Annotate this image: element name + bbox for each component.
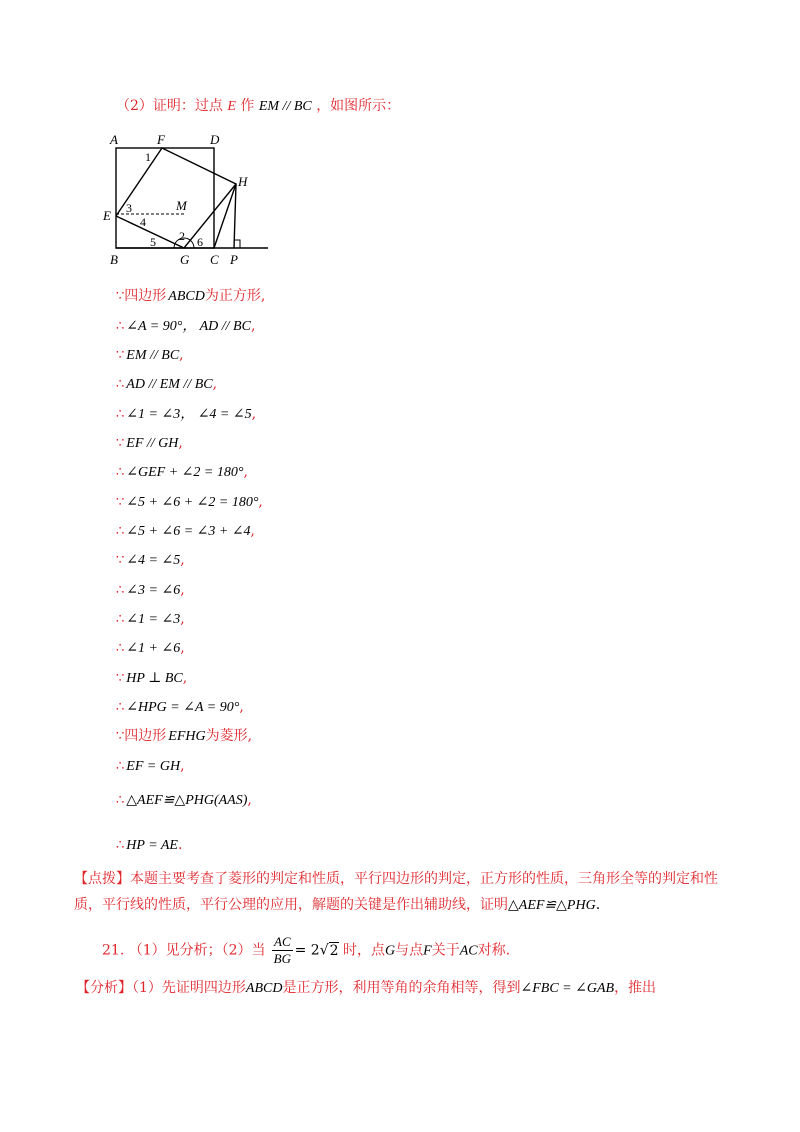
- proof-symbol: ∵: [116, 436, 125, 451]
- angle-label-4: 4: [140, 215, 146, 229]
- label-a: A: [110, 132, 118, 147]
- proof-line: [116, 580, 185, 601]
- intro-tail: ，如图所示：: [316, 98, 401, 114]
- proof-symbol: ∴: [116, 407, 125, 422]
- q21-frac-num: AC: [274, 934, 291, 949]
- geometry-figure: [100, 128, 280, 268]
- q21-number: 21.: [102, 942, 125, 959]
- label-d: D: [210, 132, 220, 147]
- tip-paragraph: [74, 866, 724, 919]
- proof-symbol: ∵: [116, 553, 125, 568]
- proof-line: [116, 433, 183, 454]
- proof-symbol: ∴: [116, 641, 125, 656]
- proof-math: ∠1 + ∠6: [126, 641, 181, 656]
- proof-math: ∠A = 90°， AD // BC: [126, 319, 251, 334]
- proof-line: [116, 316, 255, 337]
- proof-symbol: ∴: [116, 524, 125, 539]
- label-p: P: [230, 252, 238, 267]
- segment-hp: [234, 184, 236, 248]
- proof-symbol: ∵: [116, 348, 125, 363]
- proof-suffix: ,: [243, 464, 248, 480]
- proof-suffix: .: [178, 837, 183, 853]
- q21-sqrt-arg: 2: [329, 942, 339, 959]
- tip-tag: 【点拨】: [74, 871, 130, 887]
- proof-line: [116, 697, 244, 718]
- analysis-math1: ABCD: [245, 981, 283, 996]
- proof-line: [116, 404, 256, 425]
- proof-suffix: 为菱形,: [205, 728, 253, 744]
- proof-symbol: ∴: [116, 612, 125, 627]
- proof-math: AD // EM // BC: [126, 377, 213, 392]
- proof-suffix: ,: [258, 494, 263, 510]
- proof-symbol: ∴: [116, 319, 125, 334]
- proof-math: ∠1 = ∠3， ∠4 = ∠5: [126, 407, 252, 422]
- intro-verb: 作: [240, 98, 255, 114]
- analysis-text: （1）先证明四边形: [132, 980, 246, 996]
- proof-math: HP ⊥ BC: [126, 671, 183, 686]
- proof-line: [116, 668, 187, 689]
- proof-line: [116, 756, 185, 777]
- proof-symbol: ∴: [116, 700, 125, 715]
- q21-part4: 关于: [431, 942, 460, 959]
- proof-symbol: ∴: [116, 759, 125, 774]
- proof-suffix: 为正方形,: [204, 288, 266, 304]
- proof-math: ∠5 + ∠6 = ∠3 + ∠4: [126, 524, 251, 539]
- proof-symbol: ∵: [116, 289, 125, 304]
- q21-g: G: [385, 943, 396, 959]
- label-e: E: [103, 208, 111, 223]
- proof-suffix: ,: [180, 611, 185, 627]
- proof-suffix: ,: [180, 758, 185, 774]
- proof-suffix: ,: [251, 406, 257, 422]
- proof-math: EFHG: [168, 729, 206, 744]
- label-b: B: [110, 252, 118, 267]
- proof-suffix: ,: [212, 376, 218, 392]
- proof-symbol: ∴: [116, 377, 125, 392]
- proof-line: [116, 790, 252, 811]
- q21-f: F: [423, 943, 432, 959]
- analysis-tag: 【分析】: [76, 980, 132, 996]
- q21-part3: 与点: [395, 942, 424, 959]
- proof-math: ∠4 = ∠5: [126, 553, 181, 568]
- proof-math: ∠GEF + ∠2 = 180°: [126, 465, 244, 480]
- segment-hc: [214, 184, 236, 248]
- intro-construction: EM // BC: [258, 99, 312, 114]
- proof-symbol: ∴: [116, 793, 125, 808]
- proof-symbol: ∴: [116, 838, 125, 853]
- proof-suffix: ,: [247, 792, 252, 808]
- proof-symbol: ∵: [116, 495, 125, 510]
- proof-line: [116, 462, 248, 483]
- proof-suffix: ,: [180, 640, 185, 656]
- q21-fraction: [272, 934, 293, 967]
- proof-math: ABCD: [168, 289, 205, 304]
- proof-math: EF // GH: [126, 436, 179, 451]
- proof-symbol: ∵: [116, 671, 125, 686]
- proof-math: HP = AE: [126, 838, 178, 853]
- angle-label-5: 5: [150, 235, 156, 249]
- proof-suffix: ,: [182, 670, 188, 686]
- proof-math: ∠5 + ∠6 + ∠2 = 180°: [126, 495, 259, 510]
- proof-suffix: ,: [239, 699, 244, 715]
- analysis-math2: ∠FBC = ∠GAB: [520, 981, 615, 996]
- proof-line: [116, 374, 217, 395]
- q21-eq: = 2: [294, 942, 320, 959]
- square-abcd: [116, 148, 214, 248]
- proof-prefix: 四边形: [124, 288, 167, 304]
- proof-suffix: ,: [180, 582, 185, 598]
- label-g: G: [180, 252, 190, 267]
- q21-ac: AC: [459, 943, 478, 959]
- analysis-line: [76, 978, 656, 999]
- q21-line: 21. （1）见分析；（2）当 $\frac{AC}{BG}$ = 2√2 时，点G与点F关于AC对称.: [102, 934, 511, 966]
- proof-suffix: ,: [250, 318, 256, 334]
- proof-math: ∠1 = ∠3: [126, 612, 181, 627]
- label-h: H: [238, 174, 248, 189]
- proof-line: [116, 638, 185, 659]
- analysis-text2: 是正方形，利用等角的余角相等，得到: [282, 980, 521, 996]
- intro-label: （2）证明：过点: [116, 98, 223, 114]
- tip-text: 本题主要考查了菱形的判定和性质，平行四边形的判定，正方形的性质，三角形全等的判定和性质，平行线的性质，平行公理的应用，解题的关键是作出辅助线，证明: [74, 871, 718, 913]
- proof-suffix: ,: [180, 552, 185, 568]
- intro-line: [116, 96, 400, 117]
- proof-math: EF = GH: [126, 759, 181, 774]
- proof-line: [116, 835, 182, 856]
- proof-prefix: 四边形: [124, 728, 167, 744]
- angle-label-6: 6: [197, 235, 203, 249]
- analysis-text3: ，推出: [614, 980, 657, 996]
- proof-suffix: ,: [178, 435, 183, 451]
- q21-part2: 时，点: [343, 942, 386, 959]
- proof-line: [116, 521, 255, 542]
- proof-symbol: ∴: [116, 583, 125, 598]
- proof-math: EM // BC: [126, 348, 180, 363]
- label-c: C: [210, 252, 219, 267]
- proof-symbol: ∴: [116, 465, 125, 480]
- proof-symbol: ∵: [116, 729, 125, 744]
- q21-part1: （1）见分析；（2）当: [128, 942, 266, 959]
- proof-line: [116, 550, 185, 571]
- q21-frac-den: BG: [273, 951, 291, 966]
- proof-suffix: ,: [179, 347, 184, 363]
- proof-line: [116, 609, 185, 630]
- proof-line: [116, 345, 184, 366]
- proof-math: ∠HPG = ∠A = 90°: [126, 700, 240, 715]
- angle-label-2: 2: [179, 229, 185, 243]
- angle-label-3: 3: [126, 201, 132, 215]
- q21-part5: 对称.: [477, 942, 511, 959]
- proof-math: ∠3 = ∠6: [126, 583, 181, 598]
- label-m: M: [176, 198, 187, 213]
- proof-line: [116, 286, 265, 307]
- angle-label-1: 1: [145, 150, 151, 164]
- intro-point: E: [227, 99, 236, 114]
- proof-line: [116, 492, 263, 513]
- tip-end: .: [595, 897, 601, 913]
- proof-math: △AEF≌△PHG(AAS): [126, 793, 248, 808]
- proof-line: [116, 726, 252, 747]
- label-f: F: [157, 132, 165, 147]
- proof-suffix: ,: [250, 523, 255, 539]
- tip-math: △AEF≌△PHG: [508, 898, 596, 913]
